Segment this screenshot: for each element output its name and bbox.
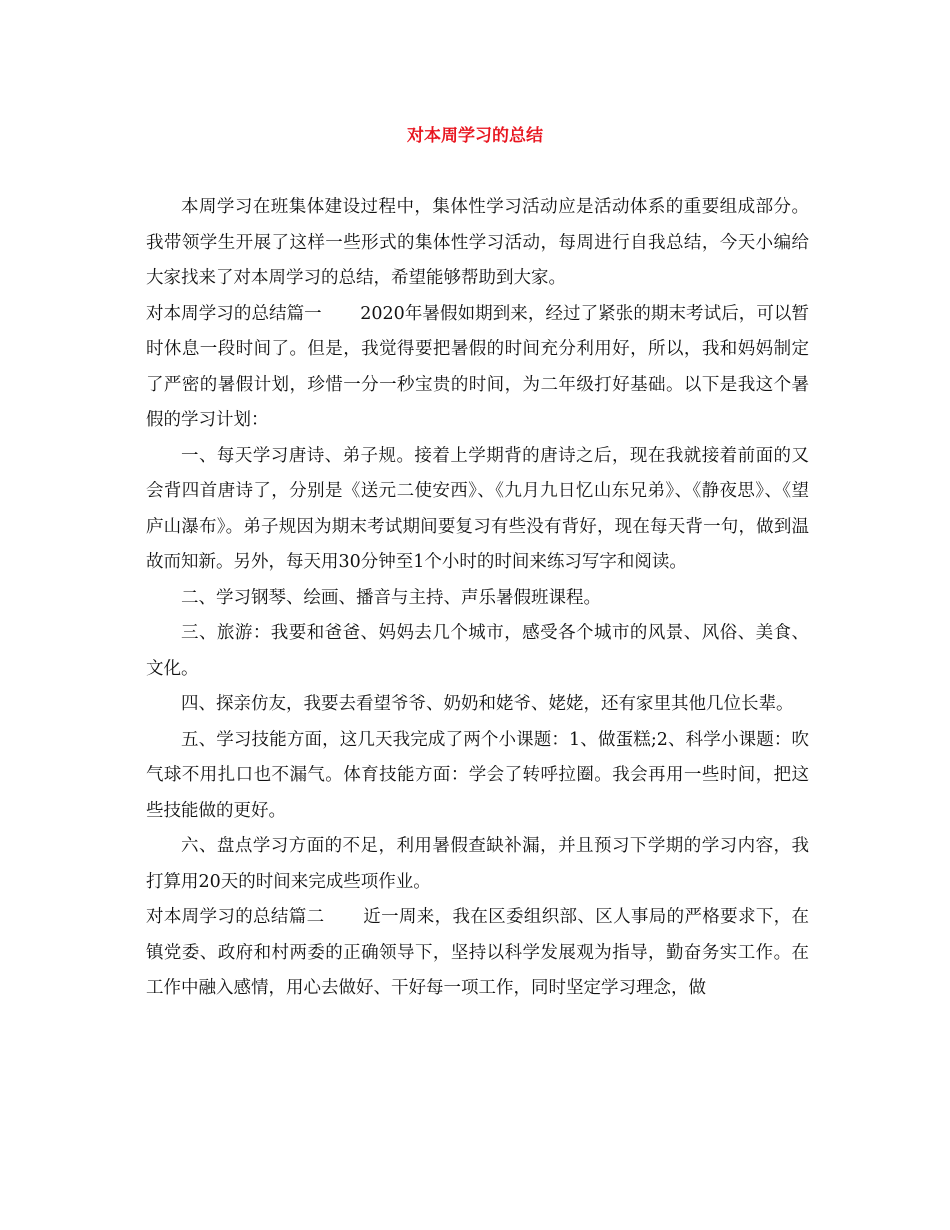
section-two-paragraph <box>146 900 809 1007</box>
plan-item-3: 三、旅游：我要和爸爸、妈妈去几个城市，感受各个城市的风景、风俗、美食、文化。 <box>146 623 809 679</box>
section-two-heading: 对本周学习的总结篇二 <box>146 907 325 927</box>
section-one-paragraph <box>146 297 809 439</box>
plan-item-1: 一、每天学习唐诗、弟子规。接着上学期背的唐诗之后，现在我就接着前面的又会背四首唐诗了，分别是《送元二使安西》、《九月九日忆山东兄弟》、《静夜思》、《望庐山瀑布》。弟子规因为期末考试期间要复习有些没有背好，现在每天背一句，做到温故而知新。另外，每天用30分钟至1个小时的时间来练习写字和阅读。 <box>146 445 809 572</box>
section-one-text: 2020年暑假如期到来，经过了紧张的期末考试后，可以暂时休息一段时间了。但是，我觉得要把暑假的时间充分利用好，所以，我和妈妈制定了严密的暑假计划，珍惜一分一秒宝贵的时间，为二年级打好基础。以下是我这个暑假的学习计划： <box>146 303 809 430</box>
section-two-text: 近一周来，我在区委组织部、区人事局的严格要求下，在镇党委、政府和村两委的正确领导下，坚持以科学发展观为指导，勤奋务实工作。在工作中融入感情，用心去做好、干好每一项工作，同时坚定学习理念，做 <box>146 907 810 998</box>
intro-paragraph: 本周学习在班集体建设过程中，集体性学习活动应是活动体系的重要组成部分。我带领学生开展了这样一些形式的集体性学习活动，每周进行自我总结，今天小编给大家找来了对本周学习的总结，希望能够帮助到大家。 <box>146 197 809 288</box>
document-body <box>146 190 809 1007</box>
plan-item-6: 六、盘点学习方面的不足，利用暑假查缺补漏，并且预习下学期的学习内容，我打算用20天的时间来完成些项作业。 <box>146 836 809 892</box>
section-one-heading: 对本周学习的总结篇一 <box>146 303 322 324</box>
document-title: 对本周学习的总结 <box>407 126 543 146</box>
plan-item-5: 五、学习技能方面，这几天我完成了两个小课题：1、做蛋糕;2、科学小课题：吹气球不用扎口也不漏气。体育技能方面：学会了转呼拉圈。我会再用一些时间，把这些技能做的更好。 <box>146 729 809 821</box>
plan-item-4: 四、探亲仿友，我要去看望爷爷、奶奶和姥爷、姥姥，还有家里其他几位长辈。 <box>181 694 794 714</box>
plan-item-2: 二、学习钢琴、绘画、播音与主持、声乐暑假班课程。 <box>181 587 601 608</box>
